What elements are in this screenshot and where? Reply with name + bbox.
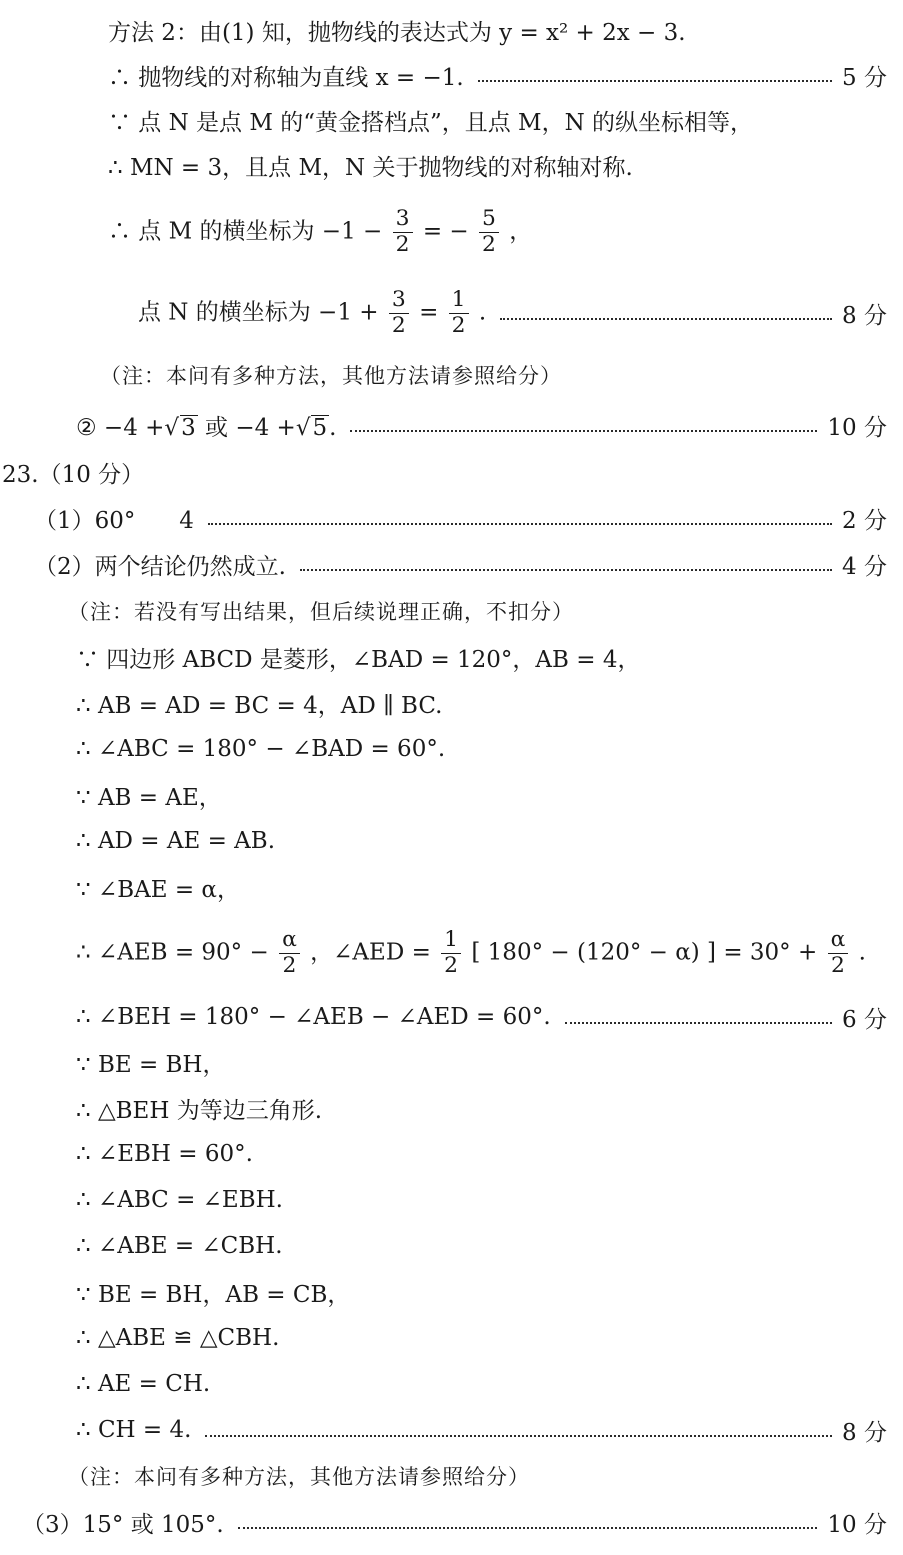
score-mark: 10 分 — [827, 414, 887, 441]
fraction-numerator: 1 — [441, 929, 461, 954]
fraction — [828, 926, 849, 978]
fraction — [279, 926, 300, 978]
line-text: ∴ AE = CH. — [76, 1371, 211, 1397]
fraction — [389, 286, 409, 338]
expr-mid: = − — [422, 218, 469, 244]
solution-line-16 — [76, 778, 222, 812]
sqrt-radicand: 3 — [181, 414, 196, 441]
solution-line-28 — [76, 1367, 210, 1401]
line-text — [138, 286, 487, 338]
fraction-numerator: α — [828, 929, 849, 954]
solution-line-31 — [22, 1505, 887, 1539]
dotted-leader — [238, 1527, 818, 1529]
expr-c: . — [329, 414, 337, 441]
line-text: ∴ △ABE ≌ △CBH. — [76, 1325, 280, 1351]
line-text: ∵ BE = BH， — [76, 1051, 226, 1078]
fraction-denominator: 2 — [282, 952, 297, 978]
note-text: （注：本问有多种方法，其他方法请参照给分） — [100, 364, 562, 388]
dotted-leader — [500, 318, 832, 320]
solution-line-6 — [138, 281, 887, 345]
dotted-leader — [565, 1022, 832, 1024]
sqrt-icon: √ — [164, 414, 180, 441]
line-text: （1）60° 4 — [34, 507, 194, 534]
line-text: ∴ ∠ABC = ∠EBH. — [76, 1187, 283, 1213]
solution-line-22 — [76, 1091, 322, 1125]
dotted-leader — [205, 1435, 832, 1437]
line-text: 方法 2：由(1) 知，抛物线的表达式为 y = x² + 2x − 3. — [108, 19, 686, 46]
solution-line-23 — [76, 1137, 253, 1171]
question-header — [2, 455, 144, 489]
solution-note-1 — [100, 358, 562, 392]
fraction-numerator: 3 — [393, 208, 413, 233]
line-text: ∴ △BEH 为等边三角形. — [76, 1097, 323, 1124]
solution-line-2 — [108, 58, 887, 92]
line-text: ∴ ∠EBH = 60°. — [76, 1141, 253, 1167]
solution-line-18 — [76, 870, 240, 904]
solution-line-21 — [76, 1045, 226, 1079]
solution-line-11 — [34, 547, 887, 581]
dotted-leader — [208, 523, 832, 525]
line-text: ∴ ∠BEH = 180° − ∠AEB − ∠AED = 60°. — [76, 1004, 551, 1030]
sqrt-icon: √ — [295, 414, 311, 441]
score-mark: 8 分 — [842, 302, 887, 329]
fraction-denominator: 2 — [444, 952, 459, 978]
expr-suffix: . — [478, 299, 487, 325]
expr-mid: = — [419, 299, 439, 325]
line-text: ∵ BE = BH，AB = CB， — [76, 1281, 351, 1308]
line-text: ∵ ∠BAE = α， — [76, 876, 240, 903]
score-mark: 4 分 — [842, 553, 887, 580]
solution-line-8 — [76, 408, 887, 442]
solution-line-29 — [76, 1413, 887, 1447]
solution-note-3 — [68, 1459, 530, 1493]
line-text — [108, 205, 533, 257]
dotted-leader — [350, 430, 817, 432]
expr-prefix: ∴ 点 M 的横坐标为 −1 − — [108, 218, 383, 244]
fraction-numerator: 3 — [389, 289, 409, 314]
note-text: （注：本问有多种方法，其他方法请参照给分） — [68, 1465, 530, 1489]
solution-line-10 — [34, 501, 887, 535]
expr-b: ，∠AED = — [310, 939, 431, 965]
solution-line-26 — [76, 1275, 350, 1309]
question-number: 23.（10 分） — [2, 461, 145, 488]
line-text: （3）15° 或 105°. — [22, 1511, 224, 1538]
line-text: ∴ ∠ABC = 180° − ∠BAD = 60°. — [76, 736, 446, 762]
expr-a: ∴ ∠AEB = 90° − — [76, 939, 269, 965]
fraction-denominator: 2 — [831, 952, 845, 978]
line-text: ∵ 四边形 ABCD 是菱形，∠BAD = 120°，AB = 4， — [76, 646, 641, 673]
solution-line-1 — [108, 13, 686, 47]
score-mark: 5 分 — [842, 64, 887, 91]
solution-line-15 — [76, 732, 445, 766]
score-mark: 8 分 — [842, 1419, 887, 1446]
line-text: ∴ CH = 4. — [76, 1417, 192, 1443]
line-text: ∵ 点 N 是点 M 的“黄金搭档点”，且点 M，N 的纵坐标相等， — [108, 109, 754, 136]
expr-a: ② −4 + — [76, 414, 165, 441]
expr-c: [ 180° − (120° − α) ] = 30° + — [471, 939, 818, 965]
sqrt-radicand: 5 — [312, 414, 328, 441]
line-text: ∴ AB = AD = BC = 4，AD ∥ BC. — [76, 692, 443, 719]
fraction — [393, 205, 413, 257]
solution-line-13 — [76, 640, 640, 674]
solution-line-3 — [108, 103, 753, 137]
line-text — [76, 409, 336, 442]
expr-d: . — [858, 939, 866, 965]
fraction-numerator: α — [279, 929, 300, 954]
expr-b: 或 −4 + — [197, 414, 296, 441]
fraction-denominator: 2 — [391, 312, 406, 338]
line-text: （2）两个结论仍然成立. — [34, 553, 286, 580]
line-text — [76, 926, 866, 978]
solution-line-5 — [108, 200, 532, 264]
fraction — [449, 286, 469, 338]
line-text: ∵ AB = AE， — [76, 784, 222, 811]
dotted-leader — [300, 569, 832, 571]
line-text: ∴ ∠ABE = ∠CBH. — [76, 1233, 283, 1259]
fraction-numerator: 5 — [479, 208, 499, 233]
line-text: ∴ MN = 3，且点 M，N 关于抛物线的对称轴对称. — [108, 154, 633, 181]
score-mark: 2 分 — [842, 507, 887, 534]
expr-prefix: 点 N 的横坐标为 −1 + — [138, 299, 379, 325]
dotted-leader — [478, 80, 832, 82]
fraction-numerator: 1 — [449, 289, 469, 314]
fraction — [479, 205, 499, 257]
line-text: ∴ 抛物线的对称轴为直线 x = −1. — [108, 64, 464, 91]
note-text: （注：若没有写出结果，但后续说理正确，不扣分） — [68, 600, 574, 624]
solution-line-24 — [76, 1183, 283, 1217]
score-mark: 6 分 — [842, 1006, 887, 1033]
solution-note-2 — [68, 594, 574, 628]
fraction-denominator: 2 — [395, 231, 410, 257]
fraction-denominator: 2 — [451, 312, 466, 338]
solution-line-19 — [76, 921, 866, 985]
expr-suffix: ， — [509, 218, 533, 244]
solution-line-20 — [76, 1000, 887, 1034]
score-mark: 10 分 — [827, 1511, 887, 1538]
fraction-denominator: 2 — [482, 231, 496, 257]
solution-line-27 — [76, 1321, 279, 1355]
solution-line-4 — [108, 148, 633, 182]
fraction — [441, 926, 461, 978]
line-text: ∴ AD = AE = AB. — [76, 828, 276, 854]
solution-line-25 — [76, 1229, 283, 1263]
solution-line-14 — [76, 686, 442, 720]
solution-line-17 — [76, 824, 275, 858]
